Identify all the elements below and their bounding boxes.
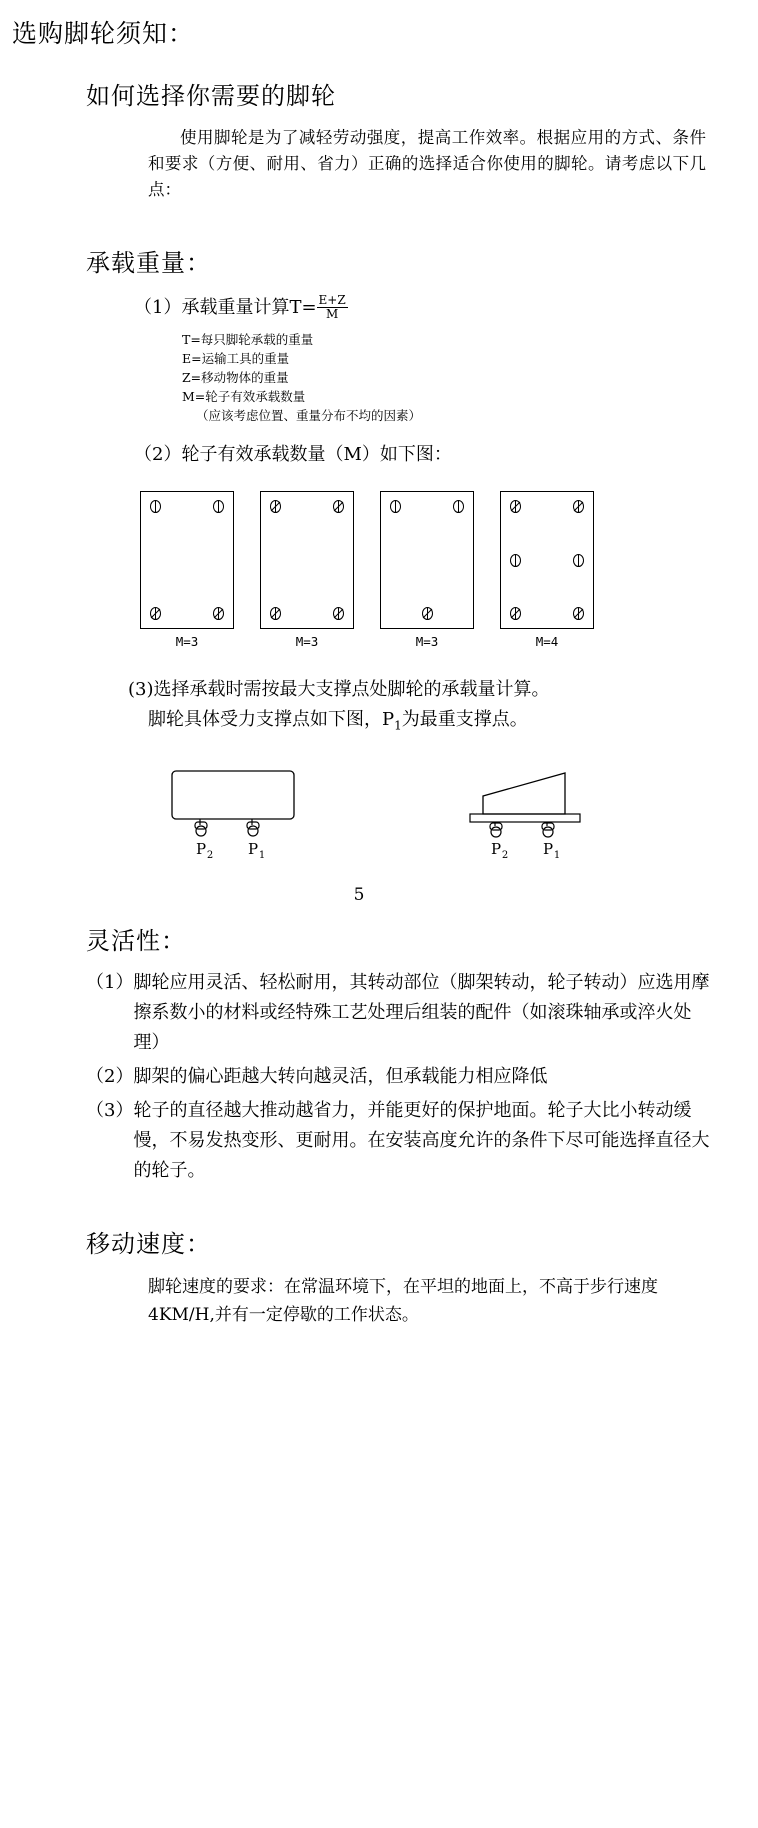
fixed-caster-icon	[509, 554, 522, 567]
swivel-caster-icon	[212, 607, 225, 620]
caster-figure-1	[140, 491, 234, 649]
swivel-caster-icon	[269, 500, 282, 513]
svg-text:P: P	[195, 839, 207, 858]
cart-outline-3	[380, 491, 474, 629]
flexibility-list	[86, 968, 718, 1186]
heading-how-to-choose: 如何选择你需要的脚轮	[86, 82, 336, 110]
support-point-svg	[0, 759, 758, 879]
swivel-caster-icon	[332, 500, 345, 513]
list-item	[86, 1096, 718, 1186]
fixed-caster-icon	[452, 500, 465, 513]
load-formula	[317, 294, 348, 321]
load-item-3-line2-a: 脚轮具体受力支撑点如下图，P	[148, 709, 395, 730]
paragraph-intro-text: 使用脚轮是为了减轻劳动强度，提高工作效率。根据应用的方式、条件和要求（方便、耐用、省力）正确的选择适合你使用的脚轮。请考虑以下几点：	[148, 128, 706, 199]
definition-m: M=轮子有效承载数量	[182, 389, 306, 404]
definition-z: Z=移动物体的重量	[182, 370, 289, 385]
swivel-caster-icon	[149, 607, 162, 620]
load-item-3	[128, 675, 722, 741]
formula-numerator: E+Z	[318, 292, 346, 307]
load-item-3-line2	[128, 705, 722, 741]
figure-caption-4: M=4	[535, 634, 559, 649]
load-item-2: （2）轮子有效承载数量（M）如下图：	[134, 444, 452, 465]
swivel-caster-icon	[332, 607, 345, 620]
caster-figure-row	[0, 491, 758, 649]
cart-outline-4	[500, 491, 594, 629]
caster-figure-2	[260, 491, 354, 649]
figure-caption-1: M=3	[175, 634, 199, 649]
swivel-caster-icon	[269, 607, 282, 620]
document-page	[0, 14, 758, 1828]
svg-text:1: 1	[553, 849, 561, 861]
definition-e: E=运输工具的重量	[182, 351, 290, 366]
svg-text:P: P	[247, 839, 259, 858]
figure-caption-3: M=3	[415, 634, 439, 649]
svg-text:P: P	[542, 839, 554, 858]
support-point-diagram	[0, 759, 758, 879]
heading-flexibility: 灵活性：	[86, 926, 186, 955]
swivel-caster-icon	[421, 607, 434, 620]
swivel-caster-icon	[509, 500, 522, 513]
list-item-marker: （1）	[86, 971, 134, 993]
svg-text:1: 1	[258, 849, 266, 861]
formula-definitions	[182, 330, 758, 425]
load-item-3-line2-b: 为最重支撑点。	[401, 709, 528, 730]
list-item-marker: （2）	[86, 1065, 134, 1087]
swivel-caster-icon	[212, 500, 225, 513]
heading-load-weight: 承载重量：	[86, 249, 211, 277]
paragraph-intro	[148, 125, 706, 203]
fixed-caster-icon	[389, 500, 402, 513]
load-item-1	[134, 294, 758, 322]
swivel-caster-icon	[149, 500, 162, 513]
svg-text:2: 2	[206, 849, 214, 861]
definition-t: T=每只脚轮承载的重量	[182, 332, 314, 347]
swivel-caster-icon	[572, 607, 585, 620]
list-item-marker: （3）	[86, 1099, 134, 1121]
swivel-caster-icon	[509, 607, 522, 620]
load-item-3-line2-sub: 1	[394, 718, 402, 733]
load-item-1-label: （1）承载重量计算T=	[134, 297, 317, 318]
cart-outline-1	[140, 491, 234, 629]
heading-speed: 移动速度：	[86, 1229, 211, 1258]
paragraph-speed: 脚轮速度的要求：在常温环境下，在平坦的地面上，不高于步行速度4KM/H,并有一定停歇的工作状态。	[148, 1276, 658, 1325]
list-item-text: 脚架的偏心距越大转向越灵活，但承载能力相应降低	[133, 1065, 548, 1087]
load-item-3-line1: (3)选择承载时需按最大支撑点处脚轮的承载量计算。	[128, 679, 550, 700]
cart-outline-2	[260, 491, 354, 629]
caster-figure-3	[380, 491, 474, 649]
page-title: 选购脚轮须知：	[12, 19, 195, 48]
formula-denominator: M	[317, 307, 348, 321]
svg-text:2: 2	[501, 849, 509, 861]
list-item-text: 轮子的直径越大推动越省力，并能更好的保护地面。轮子大比小转动缓慢，不易发热变形、更耐用。在安装高度允许的条件下尽可能选择直径大的轮子。	[133, 1099, 710, 1181]
svg-text:P: P	[490, 839, 502, 858]
caster-figure-4	[500, 491, 594, 649]
fixed-caster-icon	[572, 554, 585, 567]
page-number: 5	[353, 884, 365, 905]
list-item	[86, 1062, 718, 1092]
figure-caption-2: M=3	[295, 634, 319, 649]
swivel-caster-icon	[572, 500, 585, 513]
list-item-text: 脚轮应用灵活、轻松耐用，其转动部位（脚架转动，轮子转动）应选用摩擦系数小的材料或经特殊工艺处理后组装的配件（如滚珠轴承或淬火处理）	[133, 971, 710, 1053]
definition-note: （应该考虑位置、重量分布不均的因素）	[196, 408, 422, 423]
list-item	[86, 968, 718, 1058]
